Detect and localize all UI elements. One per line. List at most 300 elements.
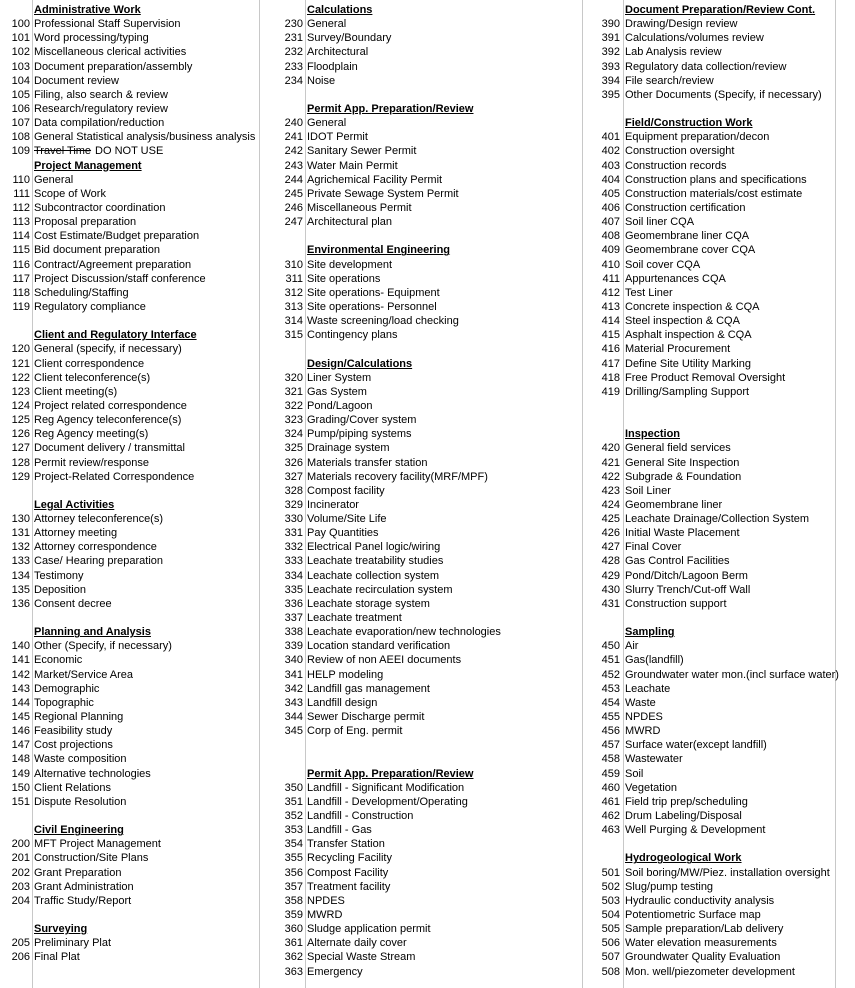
- code-row[interactable]: [0, 441, 259, 455]
- code-row[interactable]: [0, 668, 259, 682]
- section-header-row[interactable]: [582, 625, 835, 639]
- code-row[interactable]: [582, 413, 835, 427]
- code-row[interactable]: [0, 272, 259, 286]
- code-row[interactable]: [582, 243, 835, 257]
- code-number: 202: [11, 866, 30, 879]
- code-row[interactable]: [259, 611, 582, 625]
- description-text: Architectural plan: [307, 216, 392, 229]
- code-row[interactable]: [582, 300, 835, 314]
- description-text: Vegetation: [625, 781, 677, 794]
- code-description: [34, 639, 172, 653]
- code-row[interactable]: [582, 880, 835, 894]
- code-row[interactable]: [259, 427, 582, 441]
- section-header-row[interactable]: [0, 498, 259, 512]
- code-number: 390: [601, 18, 620, 31]
- section-title: [307, 102, 473, 116]
- code-row[interactable]: [259, 286, 582, 300]
- code-row[interactable]: [0, 738, 259, 752]
- code-row[interactable]: [0, 540, 259, 554]
- code-row[interactable]: [259, 45, 582, 59]
- code-number: 453: [601, 682, 620, 695]
- code-row[interactable]: [259, 159, 582, 173]
- code-row[interactable]: [582, 215, 835, 229]
- description-text: Miscellaneous clerical activities: [34, 46, 187, 59]
- description-text: Pay Quantities: [307, 527, 379, 540]
- description-text: Landfill - Significant Modification: [307, 781, 465, 794]
- code-row[interactable]: [582, 512, 835, 526]
- code-row[interactable]: [0, 102, 259, 116]
- description-text: IDOT Permit: [307, 131, 368, 144]
- code-number: 450: [601, 640, 620, 653]
- code-row[interactable]: [0, 314, 259, 328]
- section-header-row[interactable]: [582, 427, 835, 441]
- code-row[interactable]: [259, 215, 582, 229]
- code-number: 247: [284, 216, 303, 229]
- code-row[interactable]: [259, 752, 582, 766]
- code-row[interactable]: [259, 837, 582, 851]
- code-number: 322: [284, 399, 303, 412]
- code-row[interactable]: [259, 74, 582, 88]
- description-text: Incinerator: [307, 498, 359, 511]
- description-text: Sample preparation/Lab delivery: [625, 923, 784, 936]
- code-row[interactable]: [259, 130, 582, 144]
- code-row[interactable]: [259, 625, 582, 639]
- section-header-row[interactable]: [0, 823, 259, 837]
- code-description: [34, 653, 82, 667]
- code-row[interactable]: [0, 187, 259, 201]
- section-header-row[interactable]: [259, 3, 582, 17]
- code-row[interactable]: [582, 342, 835, 356]
- code-number: 119: [12, 300, 30, 313]
- description-text: Soil liner CQA: [625, 216, 695, 229]
- code-row[interactable]: [259, 908, 582, 922]
- code-row[interactable]: [259, 201, 582, 215]
- code-row[interactable]: [0, 809, 259, 823]
- code-row[interactable]: [0, 31, 259, 45]
- description-text: Free Product Removal Oversight: [625, 371, 786, 384]
- code-row[interactable]: [0, 597, 259, 611]
- code-row[interactable]: [582, 823, 835, 837]
- code-description: [625, 385, 749, 399]
- code-row[interactable]: [582, 399, 835, 413]
- code-row[interactable]: [582, 187, 835, 201]
- code-description: [307, 60, 358, 74]
- code-number: 403: [601, 159, 620, 172]
- description-text: Pond/Ditch/Lagoon Berm: [625, 569, 748, 582]
- code-description: [625, 342, 730, 356]
- code-row[interactable]: [259, 60, 582, 74]
- description-text: Traffic Study/Report: [34, 894, 132, 907]
- code-row[interactable]: [0, 300, 259, 314]
- code-row[interactable]: [0, 696, 259, 710]
- code-row[interactable]: [582, 498, 835, 512]
- code-row[interactable]: [0, 130, 259, 144]
- code-row[interactable]: [0, 413, 259, 427]
- code-number: 329: [284, 498, 303, 511]
- code-row[interactable]: [582, 201, 835, 215]
- code-row[interactable]: [259, 512, 582, 526]
- code-row[interactable]: [0, 583, 259, 597]
- code-row[interactable]: [259, 314, 582, 328]
- code-description: [34, 17, 181, 31]
- code-row[interactable]: [582, 272, 835, 286]
- code-number: 132: [11, 541, 30, 554]
- code-description: [625, 286, 673, 300]
- code-row[interactable]: [259, 470, 582, 484]
- code-row[interactable]: [259, 696, 582, 710]
- code-description: [307, 512, 387, 526]
- code-row[interactable]: [259, 554, 582, 568]
- code-row[interactable]: [0, 908, 259, 922]
- code-row[interactable]: [259, 724, 582, 738]
- section-header-row[interactable]: [582, 851, 835, 865]
- code-row[interactable]: [259, 173, 582, 187]
- code-row[interactable]: [582, 767, 835, 781]
- code-row[interactable]: [582, 441, 835, 455]
- code-row[interactable]: [259, 498, 582, 512]
- description-text: Leachate treatability studies: [307, 555, 444, 568]
- code-row[interactable]: [582, 908, 835, 922]
- code-number: 508: [601, 965, 620, 978]
- code-row[interactable]: [582, 258, 835, 272]
- code-row[interactable]: [582, 569, 835, 583]
- code-row[interactable]: [582, 371, 835, 385]
- code-row[interactable]: [582, 286, 835, 300]
- description-text: Site operations- Personnel: [307, 300, 437, 313]
- code-row[interactable]: [0, 201, 259, 215]
- code-row[interactable]: [259, 17, 582, 31]
- code-row[interactable]: [582, 639, 835, 653]
- code-row[interactable]: [0, 243, 259, 257]
- code-row[interactable]: [0, 342, 259, 356]
- code-row[interactable]: [582, 710, 835, 724]
- code-row[interactable]: [0, 611, 259, 625]
- code-row[interactable]: [0, 795, 259, 809]
- description-text: Final Cover: [625, 541, 682, 554]
- code-row[interactable]: [259, 795, 582, 809]
- section-header-row[interactable]: [0, 922, 259, 936]
- code-row[interactable]: [259, 781, 582, 795]
- code-row[interactable]: [582, 17, 835, 31]
- code-number: 404: [601, 173, 620, 186]
- code-row[interactable]: [582, 159, 835, 173]
- code-description: [625, 583, 750, 597]
- code-number: 109: [11, 145, 30, 158]
- code-row[interactable]: [0, 767, 259, 781]
- code-number: 118: [12, 286, 30, 299]
- code-row[interactable]: [259, 371, 582, 385]
- code-row[interactable]: [0, 258, 259, 272]
- section-title: [34, 328, 197, 342]
- code-description: [625, 569, 748, 583]
- code-row[interactable]: [0, 653, 259, 667]
- code-row[interactable]: [0, 710, 259, 724]
- code-row[interactable]: [259, 880, 582, 894]
- code-row[interactable]: [0, 936, 259, 950]
- code-number: 134: [11, 569, 30, 582]
- description-text: Inspection: [625, 428, 681, 441]
- section-header-row[interactable]: [0, 328, 259, 342]
- code-description: [307, 823, 372, 837]
- code-row[interactable]: [259, 484, 582, 498]
- code-row[interactable]: [582, 456, 835, 470]
- code-row[interactable]: [0, 682, 259, 696]
- code-row[interactable]: [0, 526, 259, 540]
- code-number: 407: [601, 216, 620, 229]
- code-row[interactable]: [0, 470, 259, 484]
- code-number: 151: [11, 795, 30, 808]
- code-row[interactable]: [582, 866, 835, 880]
- section-header-row[interactable]: [259, 243, 582, 257]
- code-row[interactable]: [582, 795, 835, 809]
- code-row[interactable]: [259, 597, 582, 611]
- code-number: 310: [284, 258, 303, 271]
- code-row[interactable]: [582, 554, 835, 568]
- code-number: 422: [601, 470, 620, 483]
- code-row[interactable]: [259, 88, 582, 102]
- code-row[interactable]: [582, 144, 835, 158]
- description-text: Test Liner: [625, 286, 673, 299]
- code-row[interactable]: [259, 965, 582, 979]
- code-row[interactable]: [0, 752, 259, 766]
- code-row[interactable]: [0, 512, 259, 526]
- description-text: File search/review: [625, 74, 714, 87]
- description-text: Permit review/response: [34, 456, 149, 469]
- code-number: 146: [11, 725, 30, 738]
- code-row[interactable]: [582, 357, 835, 371]
- description-text: Concrete inspection & CQA: [625, 300, 760, 313]
- description-text: Other Documents (Specify, if necessary): [625, 88, 822, 101]
- code-row[interactable]: [582, 597, 835, 611]
- code-row[interactable]: [582, 102, 835, 116]
- code-number: 143: [11, 682, 30, 695]
- section-header-row[interactable]: [0, 159, 259, 173]
- code-row[interactable]: [0, 837, 259, 851]
- code-row[interactable]: [259, 342, 582, 356]
- code-row[interactable]: [0, 781, 259, 795]
- code-row[interactable]: [259, 894, 582, 908]
- code-row[interactable]: [259, 823, 582, 837]
- code-row[interactable]: [582, 60, 835, 74]
- description-text: Pond/Lagoon: [307, 399, 373, 412]
- code-row[interactable]: [259, 950, 582, 964]
- code-row[interactable]: [259, 187, 582, 201]
- code-row[interactable]: [582, 752, 835, 766]
- code-row[interactable]: [0, 116, 259, 130]
- description-text: Landfill design: [307, 696, 378, 709]
- code-row[interactable]: [0, 639, 259, 653]
- code-row[interactable]: [259, 300, 582, 314]
- section-header-row[interactable]: [0, 625, 259, 639]
- code-row[interactable]: [0, 880, 259, 894]
- code-row[interactable]: [582, 809, 835, 823]
- code-number: 507: [601, 951, 620, 964]
- code-row[interactable]: [259, 229, 582, 243]
- code-row[interactable]: [0, 724, 259, 738]
- description-text: Site operations: [307, 272, 381, 285]
- code-row[interactable]: [0, 229, 259, 243]
- code-row[interactable]: [582, 724, 835, 738]
- code-row[interactable]: [259, 385, 582, 399]
- section-header-row[interactable]: [259, 767, 582, 781]
- code-row[interactable]: [259, 569, 582, 583]
- code-description: [625, 130, 769, 144]
- code-row[interactable]: [259, 682, 582, 696]
- section-header-row[interactable]: [259, 357, 582, 371]
- code-description: [307, 809, 413, 823]
- code-row[interactable]: [582, 936, 835, 950]
- code-row[interactable]: [0, 88, 259, 102]
- code-description: [307, 45, 368, 59]
- code-row[interactable]: [582, 74, 835, 88]
- code-row[interactable]: [259, 653, 582, 667]
- code-row[interactable]: [582, 965, 835, 979]
- code-row[interactable]: [0, 851, 259, 865]
- code-row[interactable]: [0, 866, 259, 880]
- code-row[interactable]: [0, 173, 259, 187]
- code-row[interactable]: [582, 88, 835, 102]
- code-row[interactable]: [259, 116, 582, 130]
- code-number: 240: [284, 117, 303, 130]
- code-row[interactable]: [582, 31, 835, 45]
- code-row[interactable]: [259, 851, 582, 865]
- code-description: [34, 894, 131, 908]
- code-row[interactable]: [582, 130, 835, 144]
- code-row[interactable]: [259, 738, 582, 752]
- description-text: Filing, also search & review: [34, 88, 168, 101]
- description-text: Calculations/volumes review: [625, 32, 764, 45]
- code-row[interactable]: [0, 569, 259, 583]
- code-row[interactable]: [582, 484, 835, 498]
- code-row[interactable]: [582, 45, 835, 59]
- code-row[interactable]: [582, 894, 835, 908]
- description-text: Preliminary Plat: [34, 937, 112, 950]
- code-row[interactable]: [259, 583, 582, 597]
- code-row[interactable]: [259, 441, 582, 455]
- code-row[interactable]: [0, 60, 259, 74]
- code-row[interactable]: [582, 314, 835, 328]
- code-row[interactable]: [0, 894, 259, 908]
- description-text: Compost Facility: [307, 866, 389, 879]
- code-description: [34, 936, 111, 950]
- code-row[interactable]: [259, 456, 582, 470]
- code-row[interactable]: [582, 540, 835, 554]
- section-title: [34, 922, 87, 936]
- code-row[interactable]: [259, 258, 582, 272]
- code-row[interactable]: [582, 738, 835, 752]
- code-row[interactable]: [259, 272, 582, 286]
- code-row[interactable]: [582, 653, 835, 667]
- description-text: Drainage system: [307, 442, 390, 455]
- code-row[interactable]: [259, 866, 582, 880]
- code-row[interactable]: [0, 45, 259, 59]
- description-text: Corp of Eng. permit: [307, 725, 403, 738]
- code-number: 412: [601, 286, 620, 299]
- code-row[interactable]: [259, 668, 582, 682]
- code-row[interactable]: [259, 31, 582, 45]
- description-text: NPDES: [625, 711, 663, 724]
- code-row[interactable]: [582, 526, 835, 540]
- description-text: Landfill - Development/Operating: [307, 795, 468, 808]
- section-header-row[interactable]: [0, 3, 259, 17]
- code-row[interactable]: [0, 484, 259, 498]
- code-description: [34, 837, 161, 851]
- code-row[interactable]: [259, 540, 582, 554]
- section-header-row[interactable]: [582, 116, 835, 130]
- code-row[interactable]: [582, 668, 839, 682]
- code-row[interactable]: [582, 682, 835, 696]
- description-text: Survey/Boundary: [307, 32, 392, 45]
- code-row[interactable]: [582, 922, 835, 936]
- code-row[interactable]: [0, 74, 259, 88]
- code-row[interactable]: [582, 611, 835, 625]
- code-row[interactable]: [0, 215, 259, 229]
- code-description: [625, 88, 822, 102]
- description-text: Field trip prep/scheduling: [625, 795, 748, 808]
- code-row[interactable]: [0, 427, 259, 441]
- code-row[interactable]: [0, 385, 259, 399]
- code-number: 129: [11, 470, 30, 483]
- description-text: Special Waste Stream: [307, 951, 416, 964]
- code-row[interactable]: [259, 526, 582, 540]
- description-text: Hydraulic conductivity analysis: [625, 894, 775, 907]
- code-row[interactable]: [582, 229, 835, 243]
- description-text: Document Preparation/Review Cont.: [625, 4, 816, 16]
- code-row[interactable]: [259, 144, 582, 158]
- code-row[interactable]: [259, 922, 582, 936]
- code-row[interactable]: [0, 371, 259, 385]
- code-number: 408: [601, 230, 620, 243]
- code-description: [625, 357, 751, 371]
- code-row[interactable]: [582, 696, 835, 710]
- code-row[interactable]: [582, 385, 835, 399]
- code-row[interactable]: [582, 950, 835, 964]
- code-row[interactable]: [582, 328, 835, 342]
- code-row[interactable]: [0, 286, 259, 300]
- section-header-row[interactable]: [259, 102, 582, 116]
- section-header-row[interactable]: [582, 3, 835, 17]
- code-number: 416: [601, 343, 620, 356]
- code-row[interactable]: [582, 837, 835, 851]
- code-description: [34, 569, 84, 583]
- description-text: Grading/Cover system: [307, 414, 417, 427]
- code-row[interactable]: [259, 413, 582, 427]
- code-row[interactable]: [0, 456, 259, 470]
- code-row[interactable]: [582, 173, 835, 187]
- code-row[interactable]: [0, 399, 259, 413]
- code-row[interactable]: [0, 554, 259, 568]
- code-row[interactable]: [259, 639, 582, 653]
- code-description: [625, 894, 774, 908]
- code-row[interactable]: [582, 781, 835, 795]
- code-row[interactable]: [259, 328, 582, 342]
- code-row[interactable]: [0, 950, 259, 964]
- code-number: 245: [284, 187, 303, 200]
- code-row[interactable]: [0, 144, 259, 158]
- description-text: Geomembrane cover CQA: [625, 244, 756, 257]
- code-row[interactable]: [259, 710, 582, 724]
- code-row[interactable]: [259, 399, 582, 413]
- code-row[interactable]: [0, 17, 259, 31]
- code-row[interactable]: [259, 809, 582, 823]
- code-row[interactable]: [0, 357, 259, 371]
- code-description: [307, 965, 363, 979]
- code-row[interactable]: [259, 936, 582, 950]
- code-row[interactable]: [582, 470, 835, 484]
- code-row[interactable]: [582, 583, 835, 597]
- code-description: [307, 300, 437, 314]
- code-description: [307, 724, 402, 738]
